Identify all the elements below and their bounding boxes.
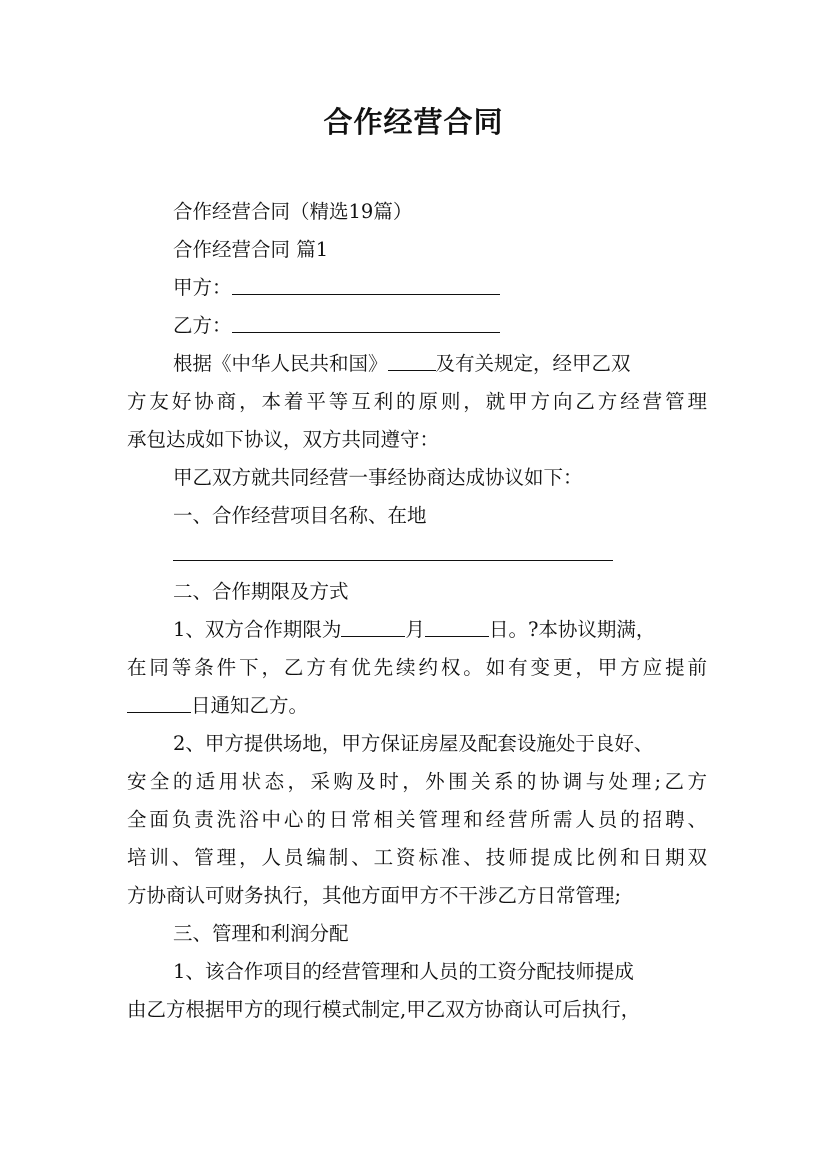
party-b-label: 乙方： xyxy=(173,314,232,337)
term-blank xyxy=(341,612,405,637)
paragraph-line: 2、甲方提供场地，甲方保证房屋及配套设施处于良好、 xyxy=(173,732,654,755)
law-name-blank xyxy=(388,346,436,371)
section-heading: 二、合作期限及方式 xyxy=(173,580,349,603)
party-a-label: 甲方： xyxy=(173,276,232,299)
paragraph-line: 由乙方根据甲方的现行模式制定,甲乙双方协商认可后执行， xyxy=(127,998,641,1021)
text-segment: 日。?本协议期满， xyxy=(488,618,656,641)
text-segment: 及有关规定，经甲乙双 xyxy=(435,352,631,375)
paragraph-line: 安全的适用状态，采购及时，外围关系的协调与处理;乙方 xyxy=(127,770,707,793)
section-heading: 一、合作经营项目名称、在地 xyxy=(173,504,427,527)
text-segment: 月 xyxy=(405,618,425,641)
document-body xyxy=(127,193,707,1029)
paragraph-line xyxy=(127,687,707,725)
chapter-heading: 合作经营合同 篇1 xyxy=(173,238,329,261)
paragraph-line: 方友好协商，本着平等互利的原则，就甲方向乙方经营管理 xyxy=(127,390,707,413)
paragraph-line xyxy=(127,611,707,649)
paragraph-line: 方协商认可财务执行，其他方面甲方不干涉乙方日常管理; xyxy=(127,884,622,907)
paragraph-line: 全面负责洗浴中心的日常相关管理和经营所需人员的招聘、 xyxy=(127,808,707,831)
paragraph-line: 1、该合作项目的经营管理和人员的工资分配技师提成 xyxy=(173,960,634,983)
subtitle: 合作经营合同（精选19篇） xyxy=(173,200,413,223)
section-heading: 三、管理和利润分配 xyxy=(173,922,349,945)
paragraph-line: 在同等条件下，乙方有优先续约权。如有变更，甲方应提前 xyxy=(127,656,707,679)
paragraph-line xyxy=(127,345,707,383)
text-segment: 根据《中华人民共和国》 xyxy=(173,352,388,375)
project-name-line xyxy=(127,535,707,573)
paragraph-line: 甲乙双方就共同经营一事经协商达成协议如下： xyxy=(173,466,583,489)
term-blank xyxy=(425,612,489,637)
document-title: 合作经营合同 xyxy=(323,105,504,139)
text-segment: 日通知乙方。 xyxy=(191,694,309,717)
text-segment: 1、双方合作期限为 xyxy=(173,618,342,641)
project-name-blank xyxy=(173,536,613,561)
paragraph-line: 培训、管理，人员编制、工资标准、技师提成比例和日期双 xyxy=(127,846,707,869)
party-b-line xyxy=(127,307,707,345)
notice-days-blank xyxy=(127,688,191,713)
party-b-blank xyxy=(232,308,500,333)
party-a-blank xyxy=(232,270,500,295)
party-a-line xyxy=(127,269,707,307)
paragraph-line: 承包达成如下协议，双方共同遵守： xyxy=(127,428,440,451)
